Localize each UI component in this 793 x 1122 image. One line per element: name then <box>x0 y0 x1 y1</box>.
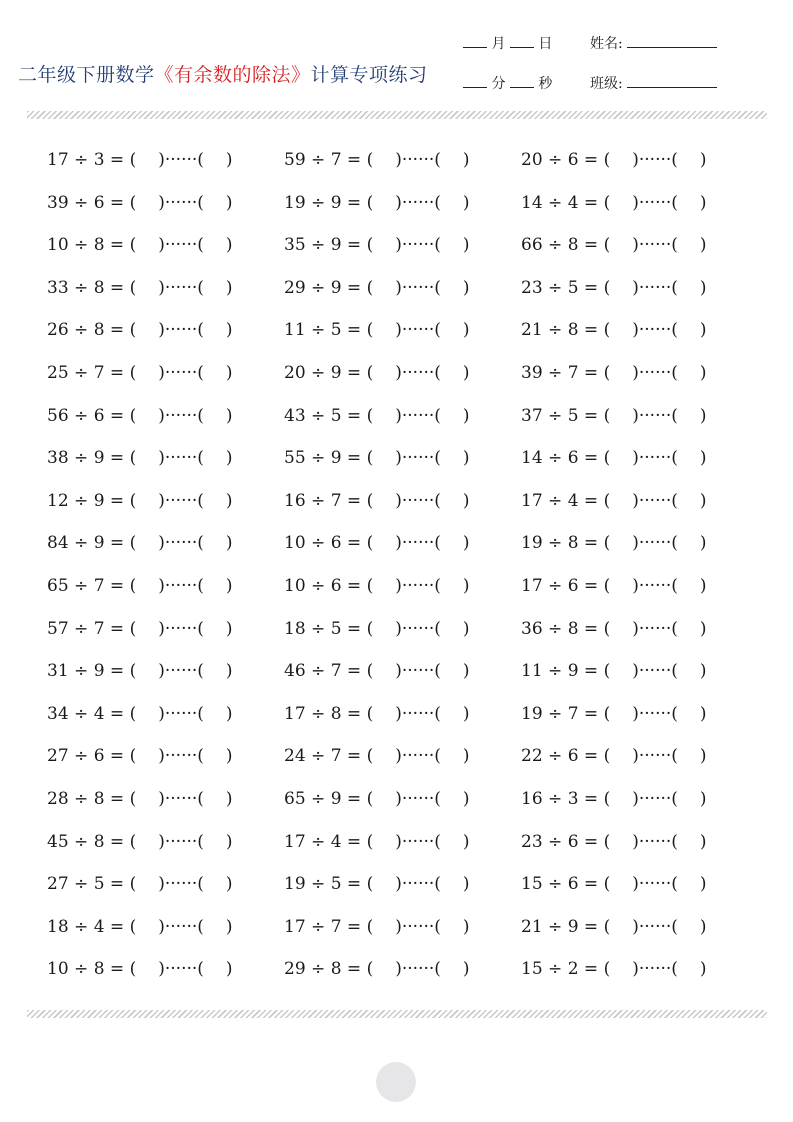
divisor: 4 <box>567 192 579 213</box>
division-problem: 57 ÷ 7 = ( )······( ) <box>47 618 233 639</box>
division-problem: 19 ÷ 5 = ( )······( ) <box>284 874 470 895</box>
divisor: 6 <box>93 746 105 767</box>
divisor: 5 <box>330 874 342 895</box>
division-problem: 25 ÷ 7 = ( )······( ) <box>47 362 233 383</box>
dividend: 59 <box>284 150 306 170</box>
divisor: 8 <box>567 320 579 341</box>
divisor: 5 <box>330 405 342 426</box>
divisor: 9 <box>330 192 342 213</box>
title-grade: 二年级下册数学 <box>18 64 155 86</box>
division-problem: 56 ÷ 6 = ( )······( ) <box>47 405 233 426</box>
divisor: 9 <box>93 533 105 554</box>
problem-row <box>0 874 793 917</box>
dividend: 38 <box>47 448 69 469</box>
dividend: 19 <box>521 703 543 724</box>
divisor: 8 <box>567 533 579 554</box>
divisor: 6 <box>567 831 579 852</box>
division-problem: 15 ÷ 2 = ( )······( ) <box>521 959 707 980</box>
divisor: 8 <box>93 235 105 256</box>
divisor: 7 <box>330 490 342 511</box>
dividend: 28 <box>47 788 69 809</box>
division-problem: 45 ÷ 8 = ( )······( ) <box>47 831 233 852</box>
division-problem: 59 ÷ 7 = ( )······( ) <box>284 150 470 170</box>
division-problem: 14 ÷ 6 = ( )······( ) <box>521 448 707 469</box>
dividend: 15 <box>521 874 543 895</box>
divisor: 5 <box>567 277 579 298</box>
problem-row <box>0 278 793 321</box>
dividend: 55 <box>284 448 306 469</box>
dividend: 12 <box>47 490 69 511</box>
division-problem: 15 ÷ 6 = ( )······( ) <box>521 874 707 895</box>
division-problem: 17 ÷ 7 = ( )······( ) <box>284 916 470 937</box>
divisor: 3 <box>567 788 579 809</box>
dividend: 65 <box>47 575 69 596</box>
problem-row <box>0 917 793 960</box>
dividend: 43 <box>284 405 306 426</box>
divisor: 9 <box>330 277 342 298</box>
divisor: 9 <box>93 661 105 682</box>
division-problem: 19 ÷ 8 = ( )······( ) <box>521 533 707 554</box>
divisor: 5 <box>567 405 579 426</box>
problem-row <box>0 235 793 278</box>
division-problem: 17 ÷ 3 = ( )······( ) <box>47 150 233 170</box>
dividend: 29 <box>284 277 306 298</box>
dividend: 19 <box>284 874 306 895</box>
division-problem: 10 ÷ 6 = ( )······( ) <box>284 533 470 554</box>
division-problem: 17 ÷ 8 = ( )······( ) <box>284 703 470 724</box>
problem-row <box>0 363 793 406</box>
dividend: 21 <box>521 320 543 341</box>
problem-row <box>0 746 793 789</box>
title-topic: 《有余数的除法》 <box>154 64 311 86</box>
problem-row <box>0 832 793 875</box>
divisor: 8 <box>93 320 105 341</box>
division-problem: 65 ÷ 7 = ( )······( ) <box>47 575 233 596</box>
page-indicator <box>376 1062 416 1102</box>
division-problem: 84 ÷ 9 = ( )······( ) <box>47 533 233 554</box>
problem-row <box>0 533 793 576</box>
divisor: 4 <box>330 831 342 852</box>
dividend: 14 <box>521 448 543 469</box>
dividend: 27 <box>47 874 69 895</box>
name-label: 姓名: <box>590 36 623 52</box>
divisor: 6 <box>567 448 579 469</box>
dividend: 24 <box>284 746 306 767</box>
dividend: 22 <box>521 746 543 767</box>
division-problem: 10 ÷ 6 = ( )······( ) <box>284 575 470 596</box>
division-problem: 34 ÷ 4 = ( )······( ) <box>47 703 233 724</box>
divisor: 3 <box>93 150 105 170</box>
dividend: 45 <box>47 831 69 852</box>
divisor: 5 <box>93 874 105 895</box>
division-problem: 35 ÷ 9 = ( )······( ) <box>284 235 470 256</box>
problem-row <box>0 491 793 534</box>
dividend: 39 <box>47 192 69 213</box>
bottom-divider <box>27 1010 767 1018</box>
dividend: 29 <box>284 959 306 980</box>
class-blank[interactable] <box>627 75 717 88</box>
dividend: 37 <box>521 405 543 426</box>
division-problem: 20 ÷ 9 = ( )······( ) <box>284 362 470 383</box>
dividend: 17 <box>47 150 69 170</box>
division-problem: 55 ÷ 9 = ( )······( ) <box>284 448 470 469</box>
dividend: 57 <box>47 618 69 639</box>
division-problem: 33 ÷ 8 = ( )······( ) <box>47 277 233 298</box>
dividend: 56 <box>47 405 69 426</box>
worksheet-title <box>18 60 428 87</box>
division-problem: 11 ÷ 9 = ( )······( ) <box>521 661 707 682</box>
minute-label: 分 <box>491 76 506 92</box>
division-problem: 65 ÷ 9 = ( )······( ) <box>284 788 470 809</box>
dividend: 33 <box>47 277 69 298</box>
problem-row <box>0 661 793 704</box>
dividend: 35 <box>284 235 306 256</box>
divisor: 2 <box>567 959 579 980</box>
divisor: 6 <box>567 575 579 596</box>
divisor: 6 <box>567 150 579 170</box>
divisor: 8 <box>330 703 342 724</box>
second-label: 秒 <box>538 76 553 92</box>
month-label: 月 <box>491 36 506 52</box>
dividend: 19 <box>521 533 543 554</box>
divisor: 4 <box>567 490 579 511</box>
divisor: 6 <box>567 746 579 767</box>
division-problem: 18 ÷ 4 = ( )······( ) <box>47 916 233 937</box>
problem-row <box>0 789 793 832</box>
dividend: 18 <box>47 916 69 937</box>
day-blank[interactable] <box>510 35 534 48</box>
dividend: 26 <box>47 320 69 341</box>
divisor: 9 <box>330 448 342 469</box>
divisor: 7 <box>567 703 579 724</box>
division-problem: 27 ÷ 5 = ( )······( ) <box>47 874 233 895</box>
division-problem: 21 ÷ 9 = ( )······( ) <box>521 916 707 937</box>
divisor: 8 <box>93 959 105 980</box>
dividend: 27 <box>47 746 69 767</box>
date-field <box>463 33 552 53</box>
dividend: 39 <box>521 362 543 383</box>
dividend: 34 <box>47 703 69 724</box>
division-problem: 10 ÷ 8 = ( )······( ) <box>47 235 233 256</box>
dividend: 11 <box>284 320 306 341</box>
division-problem: 37 ÷ 5 = ( )······( ) <box>521 405 707 426</box>
division-problem: 19 ÷ 9 = ( )······( ) <box>284 192 470 213</box>
top-divider <box>27 111 767 119</box>
month-blank[interactable] <box>463 35 487 48</box>
problem-row <box>0 959 793 1002</box>
dividend: 84 <box>47 533 69 554</box>
division-problem: 29 ÷ 8 = ( )······( ) <box>284 959 470 980</box>
divisor: 8 <box>93 788 105 809</box>
divisor: 6 <box>567 874 579 895</box>
dividend: 10 <box>284 533 306 554</box>
dividend: 46 <box>284 661 306 682</box>
dividend: 21 <box>521 916 543 937</box>
divisor: 8 <box>93 831 105 852</box>
divisor: 9 <box>330 788 342 809</box>
dividend: 10 <box>47 959 69 980</box>
divisor: 9 <box>93 490 105 511</box>
problem-row <box>0 576 793 619</box>
division-problem: 12 ÷ 9 = ( )······( ) <box>47 490 233 511</box>
division-problem: 36 ÷ 8 = ( )······( ) <box>521 618 707 639</box>
divisor: 9 <box>567 661 579 682</box>
division-problem: 16 ÷ 7 = ( )······( ) <box>284 490 470 511</box>
divisor: 7 <box>567 362 579 383</box>
divisor: 7 <box>93 362 105 383</box>
division-problem: 26 ÷ 8 = ( )······( ) <box>47 320 233 341</box>
divisor: 8 <box>330 959 342 980</box>
divisor: 6 <box>330 533 342 554</box>
problem-row <box>0 619 793 662</box>
day-label: 日 <box>538 36 553 52</box>
division-problem: 46 ÷ 7 = ( )······( ) <box>284 661 470 682</box>
title-suffix: 计算专项练习 <box>310 64 428 86</box>
division-problem: 14 ÷ 4 = ( )······( ) <box>521 192 707 213</box>
dividend: 11 <box>521 661 543 682</box>
division-problem: 11 ÷ 5 = ( )······( ) <box>284 320 470 341</box>
divisor: 8 <box>567 618 579 639</box>
dividend: 10 <box>284 575 306 596</box>
class-label: 班级: <box>590 76 623 92</box>
problem-row <box>0 448 793 491</box>
dividend: 16 <box>521 788 543 809</box>
problem-row <box>0 406 793 449</box>
dividend: 10 <box>47 235 69 256</box>
dividend: 17 <box>284 703 306 724</box>
division-problem: 17 ÷ 4 = ( )······( ) <box>284 831 470 852</box>
division-problem: 27 ÷ 6 = ( )······( ) <box>47 746 233 767</box>
division-problem: 18 ÷ 5 = ( )······( ) <box>284 618 470 639</box>
divisor: 7 <box>93 575 105 596</box>
divisor: 7 <box>330 150 342 170</box>
divisor: 7 <box>330 661 342 682</box>
divisor: 8 <box>567 235 579 256</box>
divisor: 4 <box>93 916 105 937</box>
name-blank[interactable] <box>627 35 717 48</box>
divisor: 9 <box>330 362 342 383</box>
division-problem: 10 ÷ 8 = ( )······( ) <box>47 959 233 980</box>
divisor: 9 <box>567 916 579 937</box>
division-problem: 31 ÷ 9 = ( )······( ) <box>47 661 233 682</box>
dividend: 15 <box>521 959 543 980</box>
division-problem: 19 ÷ 7 = ( )······( ) <box>521 703 707 724</box>
divisor: 6 <box>93 192 105 213</box>
division-problem: 23 ÷ 5 = ( )······( ) <box>521 277 707 298</box>
divisor: 7 <box>330 916 342 937</box>
division-problem: 23 ÷ 6 = ( )······( ) <box>521 831 707 852</box>
name-field <box>590 33 717 53</box>
dividend: 23 <box>521 277 543 298</box>
class-field <box>590 73 717 93</box>
divisor: 6 <box>330 575 342 596</box>
division-problem: 39 ÷ 6 = ( )······( ) <box>47 192 233 213</box>
divisor: 9 <box>93 448 105 469</box>
division-problem: 17 ÷ 6 = ( )······( ) <box>521 575 707 596</box>
divisor: 8 <box>93 277 105 298</box>
dividend: 65 <box>284 788 306 809</box>
dividend: 14 <box>521 192 543 213</box>
dividend: 23 <box>521 831 543 852</box>
dividend: 18 <box>284 618 306 639</box>
division-problem: 17 ÷ 4 = ( )······( ) <box>521 490 707 511</box>
divisor: 4 <box>93 703 105 724</box>
division-problem: 66 ÷ 8 = ( )······( ) <box>521 235 707 256</box>
divisor: 7 <box>330 746 342 767</box>
division-problem: 29 ÷ 9 = ( )······( ) <box>284 277 470 298</box>
division-problem: 38 ÷ 9 = ( )······( ) <box>47 448 233 469</box>
dividend: 20 <box>284 362 306 383</box>
second-blank[interactable] <box>510 75 534 88</box>
problem-row <box>0 150 793 193</box>
problem-grid <box>0 150 793 1002</box>
divisor: 5 <box>330 320 342 341</box>
dividend: 17 <box>284 831 306 852</box>
dividend: 16 <box>284 490 306 511</box>
dividend: 36 <box>521 618 543 639</box>
problem-row <box>0 193 793 236</box>
division-problem: 24 ÷ 7 = ( )······( ) <box>284 746 470 767</box>
division-problem: 28 ÷ 8 = ( )······( ) <box>47 788 233 809</box>
divisor: 9 <box>330 235 342 256</box>
dividend: 31 <box>47 661 69 682</box>
division-problem: 39 ÷ 7 = ( )······( ) <box>521 362 707 383</box>
division-problem: 21 ÷ 8 = ( )······( ) <box>521 320 707 341</box>
dividend: 25 <box>47 362 69 383</box>
minute-blank[interactable] <box>463 75 487 88</box>
division-problem: 22 ÷ 6 = ( )······( ) <box>521 746 707 767</box>
divisor: 6 <box>93 405 105 426</box>
time-field <box>463 73 552 93</box>
problem-row <box>0 704 793 747</box>
division-problem: 43 ÷ 5 = ( )······( ) <box>284 405 470 426</box>
dividend: 20 <box>521 150 543 170</box>
dividend: 17 <box>284 916 306 937</box>
divisor: 7 <box>93 618 105 639</box>
division-problem: 20 ÷ 6 = ( )······( ) <box>521 150 707 170</box>
dividend: 17 <box>521 490 543 511</box>
problem-row <box>0 320 793 363</box>
division-problem: 16 ÷ 3 = ( )······( ) <box>521 788 707 809</box>
dividend: 19 <box>284 192 306 213</box>
dividend: 17 <box>521 575 543 596</box>
dividend: 66 <box>521 235 543 256</box>
divisor: 5 <box>330 618 342 639</box>
